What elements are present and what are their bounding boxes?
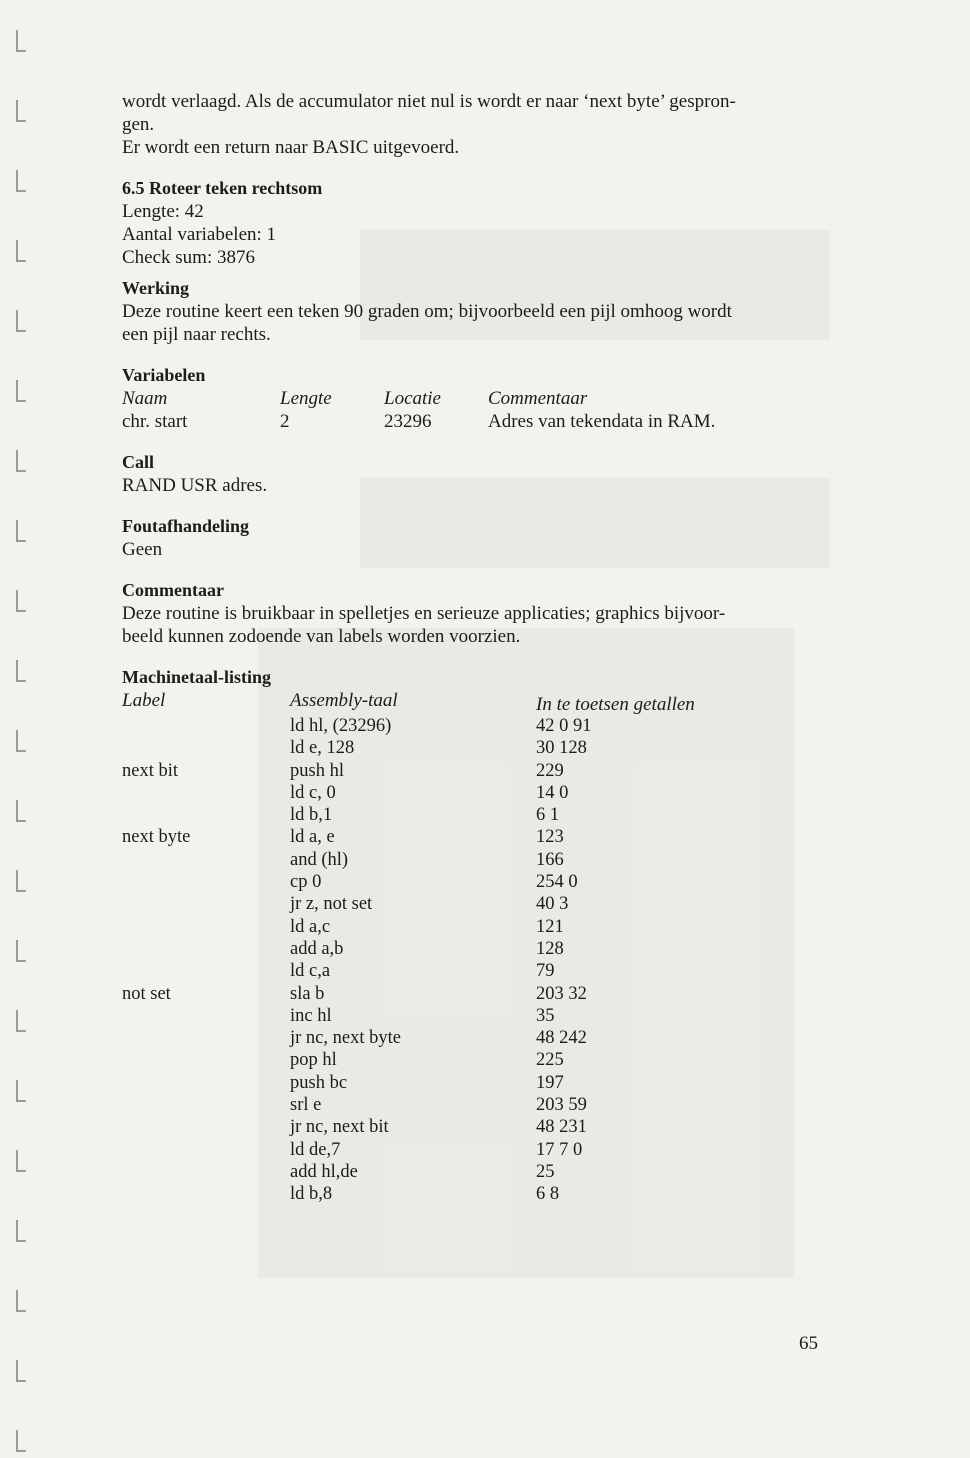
listing-label: not set bbox=[122, 983, 171, 1004]
listing-numbers: 14 0 bbox=[536, 782, 569, 803]
listing-row bbox=[122, 849, 828, 871]
intro-line: Er wordt een return naar BASIC uitgevoerd. bbox=[122, 137, 460, 158]
intro-line: wordt verlaagd. Als de accumulator niet nul is wordt er naar ‘next byte’ gespron- bbox=[122, 91, 736, 112]
listing-rows bbox=[122, 715, 828, 1206]
listing-assembly: ld b,8 bbox=[290, 1184, 333, 1205]
listing-numbers: 6 1 bbox=[536, 805, 560, 826]
binding-holes bbox=[0, 0, 40, 1458]
listing-numbers: 166 bbox=[536, 849, 564, 870]
listing-label: next bit bbox=[122, 760, 179, 781]
binding-hole bbox=[16, 30, 26, 52]
col-assembly: Assembly-taal bbox=[290, 690, 398, 711]
listing-numbers: 203 32 bbox=[536, 983, 587, 1004]
listing-assembly: cp 0 bbox=[290, 872, 322, 893]
werking-line: Deze routine keert een teken 90 graden om; bijvoorbeeld een pijl omhoog wordt bbox=[122, 301, 732, 322]
var-name: chr. start bbox=[122, 411, 188, 432]
listing-assembly: ld c, 0 bbox=[290, 782, 336, 803]
listing-row bbox=[122, 1005, 828, 1027]
binding-hole bbox=[16, 800, 26, 822]
col-label: Label bbox=[122, 690, 166, 711]
binding-hole bbox=[16, 240, 26, 262]
binding-hole bbox=[16, 1150, 26, 1172]
listing-numbers: 79 bbox=[536, 961, 555, 982]
listing-assembly: ld a,c bbox=[290, 916, 331, 937]
section-title: 6.5 Roteer teken rechtsom bbox=[122, 178, 323, 198]
meta-checksum: Check sum: 3876 bbox=[122, 247, 255, 268]
listing-numbers: 254 0 bbox=[536, 872, 578, 893]
listing-row bbox=[122, 1027, 828, 1049]
listing-row bbox=[122, 1161, 828, 1183]
listing-assembly: inc hl bbox=[290, 1005, 332, 1026]
listing-row bbox=[122, 760, 828, 782]
listing-row bbox=[122, 715, 828, 737]
var-length: 2 bbox=[280, 411, 290, 432]
intro-line: gen. bbox=[122, 114, 155, 135]
binding-hole bbox=[16, 1010, 26, 1032]
listing-numbers: 40 3 bbox=[536, 894, 569, 915]
listing-row bbox=[122, 916, 828, 938]
commentaar-line: Deze routine is bruikbaar in spelletjes en serieuze applicaties; graphics bijvoor- bbox=[122, 603, 726, 624]
listing-numbers: 123 bbox=[536, 827, 564, 848]
listing-assembly: sla b bbox=[290, 983, 325, 1004]
binding-hole bbox=[16, 870, 26, 892]
listing-numbers: 6 8 bbox=[536, 1184, 560, 1205]
listing-numbers: 30 128 bbox=[536, 738, 587, 759]
binding-hole bbox=[16, 520, 26, 542]
listing-row bbox=[122, 1094, 828, 1116]
listing-assembly: push hl bbox=[290, 760, 344, 781]
listing-row bbox=[122, 1116, 828, 1138]
binding-hole bbox=[16, 450, 26, 472]
listing-row bbox=[122, 737, 828, 759]
listing-assembly: jr z, not set bbox=[290, 894, 373, 915]
listing-assembly: add hl,de bbox=[290, 1161, 358, 1182]
listing-assembly: ld b,1 bbox=[290, 805, 333, 826]
binding-hole bbox=[16, 1360, 26, 1382]
foutafhandeling-heading: Foutafhandeling bbox=[122, 516, 250, 536]
variabelen-header-row bbox=[122, 387, 828, 410]
var-location: 23296 bbox=[384, 411, 432, 432]
listing-row bbox=[122, 782, 828, 804]
listing-heading: Machinetaal-listing bbox=[122, 667, 271, 687]
werking-heading: Werking bbox=[122, 278, 190, 298]
listing-row bbox=[122, 938, 828, 960]
commentaar-heading: Commentaar bbox=[122, 580, 224, 600]
listing-numbers: 48 231 bbox=[536, 1117, 587, 1138]
call-heading: Call bbox=[122, 452, 155, 472]
listing-numbers: 225 bbox=[536, 1050, 564, 1071]
listing-numbers: 229 bbox=[536, 760, 564, 781]
binding-hole bbox=[16, 730, 26, 752]
meta-variables: Aantal variabelen: 1 bbox=[122, 224, 277, 245]
listing-row bbox=[122, 826, 828, 848]
variabelen-heading: Variabelen bbox=[122, 365, 206, 385]
listing-numbers: 35 bbox=[536, 1005, 555, 1026]
listing-row bbox=[122, 1072, 828, 1094]
commentaar-line: beeld kunnen zodoende van labels worden voorzien. bbox=[122, 626, 521, 647]
listing-numbers: 197 bbox=[536, 1072, 564, 1093]
listing-row bbox=[122, 1139, 828, 1161]
listing-numbers: 42 0 91 bbox=[536, 716, 592, 736]
binding-hole bbox=[16, 1290, 26, 1312]
binding-hole bbox=[16, 170, 26, 192]
binding-hole bbox=[16, 590, 26, 612]
listing-numbers: 128 bbox=[536, 938, 564, 959]
col-naam: Naam bbox=[122, 388, 168, 409]
werking-line: een pijl naar rechts. bbox=[122, 324, 271, 345]
binding-hole bbox=[16, 100, 26, 122]
listing-row bbox=[122, 871, 828, 893]
listing-assembly: ld c,a bbox=[290, 961, 331, 982]
binding-hole bbox=[16, 940, 26, 962]
binding-hole bbox=[16, 1220, 26, 1242]
foutafhandeling-text: Geen bbox=[122, 539, 163, 560]
variabelen-row bbox=[122, 410, 828, 433]
binding-hole bbox=[16, 660, 26, 682]
listing-assembly: ld de,7 bbox=[290, 1139, 341, 1160]
binding-hole bbox=[16, 1080, 26, 1102]
listing-header-row bbox=[122, 689, 828, 715]
listing-numbers: 48 242 bbox=[536, 1028, 587, 1049]
binding-hole bbox=[16, 1430, 26, 1452]
listing-label: next byte bbox=[122, 827, 191, 848]
listing-assembly: add a,b bbox=[290, 938, 344, 959]
listing-assembly: and (hl) bbox=[290, 849, 349, 870]
col-commentaar: Commentaar bbox=[488, 388, 588, 409]
binding-hole bbox=[16, 310, 26, 332]
meta-length: Lengte: 42 bbox=[122, 201, 204, 222]
listing-row bbox=[122, 804, 828, 826]
listing-assembly: jr nc, next byte bbox=[290, 1028, 401, 1049]
listing-numbers: 121 bbox=[536, 916, 564, 937]
page-content bbox=[122, 90, 828, 1206]
listing-assembly: jr nc, next bit bbox=[290, 1117, 389, 1138]
page-number: 65 bbox=[799, 1333, 818, 1354]
var-comment: Adres van tekendata in RAM. bbox=[488, 411, 716, 432]
binding-hole bbox=[16, 380, 26, 402]
col-numbers: In te toetsen getallen bbox=[536, 694, 695, 715]
listing-row bbox=[122, 960, 828, 982]
col-lengte: Lengte bbox=[280, 388, 332, 409]
listing-numbers: 25 bbox=[536, 1161, 555, 1182]
listing-row bbox=[122, 1183, 828, 1205]
listing-row bbox=[122, 983, 828, 1005]
listing-assembly: ld e, 128 bbox=[290, 738, 355, 759]
listing-row bbox=[122, 1049, 828, 1071]
col-locatie: Locatie bbox=[384, 388, 441, 409]
listing-assembly: push bc bbox=[290, 1072, 348, 1093]
listing-assembly: ld a, e bbox=[290, 827, 335, 848]
listing-numbers: 17 7 0 bbox=[536, 1139, 583, 1160]
listing-assembly: pop hl bbox=[290, 1050, 337, 1071]
listing-assembly: srl e bbox=[290, 1095, 322, 1116]
listing-row bbox=[122, 893, 828, 915]
listing-numbers: 203 59 bbox=[536, 1095, 587, 1116]
call-text: RAND USR adres. bbox=[122, 475, 268, 496]
listing-assembly: ld hl, (23296) bbox=[290, 716, 392, 736]
